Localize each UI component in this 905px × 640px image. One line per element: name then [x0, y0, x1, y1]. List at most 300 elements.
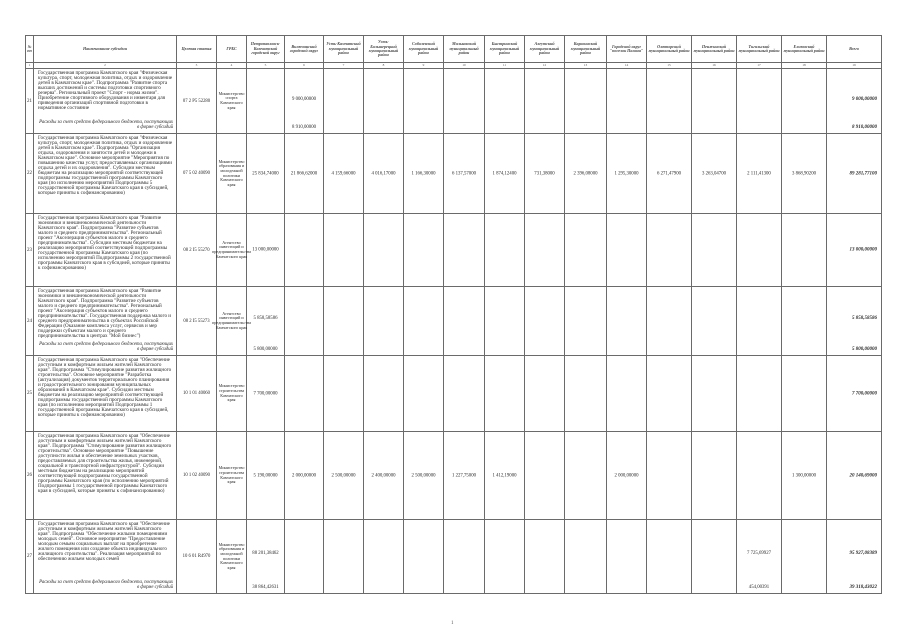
value-cell: [444, 214, 485, 287]
table-header: [26, 36, 882, 69]
value-main: 2 000,00000: [292, 473, 316, 478]
column-header: [565, 36, 607, 63]
value-cell-box: [324, 356, 363, 431]
grbs-cell: [217, 432, 247, 520]
row-number-cell: [26, 214, 34, 287]
row-name: Государственная программа Камчатского края "Физическая культура, спорт, молодежная политика, отдых и оздоровление детей в Камчатском крае". Подпрограмма "Организация отдыха, оздоровления и занятости детей и молодежи в Камчатском крае". Основное мероприятие "Мероприятия по повышению качества услуг, предоставляемых организациями отдыха детей и их оздоровления". Субсидии местным бюджетам на реализацию мероприятий соответствующей подпрограммы государственной программы Камчатского края (по исполнению мероприятий Подпрограммы 5 государственной программы Камчатского края в субсидией, которые приняты к софинансированию): [38, 135, 173, 196]
value-cell: [485, 287, 525, 356]
value-cell-box: [247, 520, 284, 593]
row-name: Государственная программа Камчатского края "Обеспечение доступным и комфортным жильем жителей Камчатского края". Подпрограмма "Обеспечение жилыми помещениями молодых семей". Основное мероприятие "Предоставление молодым семьям социальных выплат на приобретение жилого помещения или создание объекта индивидуального жилищного строительства". Реализация мероприятий по обеспечению жильем молодых семей: [38, 521, 170, 562]
value-cell-box: [737, 134, 781, 213]
value-cell: [647, 287, 692, 356]
row-number: 27: [27, 554, 32, 559]
value-cell: [782, 432, 827, 520]
value-cell: [285, 69, 324, 134]
column-header: [177, 36, 217, 63]
row-name: Государственная программа Камчатского края "Развитие экономики и внешнеэкономической деятельности Камчатского края". Подпрограмма "Развитие субъектов малого и среднего предпринимательства". Региональный проект "Акселерация субъектов малого и среднего предпринимательства". Государственная поддержка малого и среднего предпринимательства в субъектах Российской Федерации (Оказание комплекса услуг, сервисов и мер поддержки субъектам малого и среднего предпринимательства в центрах "Мой бизнес"): [38, 288, 171, 339]
target-article-cell: [177, 134, 217, 214]
value-cell: [324, 432, 364, 520]
column-header-label: Мильковский муниципальный район: [449, 41, 479, 56]
value-cell: [404, 214, 444, 287]
column-number: 17: [737, 63, 782, 69]
value-cell: [565, 134, 607, 214]
target-article-cell: [177, 432, 217, 520]
target-article-cell: [177, 356, 217, 432]
column-number: 11: [485, 63, 525, 69]
row-number-cell: [26, 520, 34, 594]
value-cell: [647, 520, 692, 594]
value-cell: [364, 287, 404, 356]
value-cell: [404, 134, 444, 214]
column-header: [364, 36, 404, 63]
value-main: 6 271,47900: [657, 171, 681, 176]
column-header-label: Тигильский муниципальный район: [738, 43, 780, 53]
column-header: [26, 36, 34, 63]
value-cell-box: [285, 287, 323, 355]
value-cell: [247, 287, 285, 356]
value-cell-box: [285, 356, 323, 431]
column-header-label: Пенжинский муниципальный район: [693, 43, 735, 53]
value-cell: [692, 287, 737, 356]
value-cell-box: [247, 214, 284, 286]
value-sub: 454,00391: [748, 585, 770, 590]
value-cell: [607, 69, 647, 134]
column-header-label: Петропавловск-Камчатский городской округ: [250, 41, 281, 56]
row-name-cell: [34, 69, 177, 134]
column-header-label: Городской округ "поселок Палана": [609, 43, 644, 53]
value-cell-box: [782, 432, 826, 519]
value-cell-box: [607, 134, 646, 213]
value-cell: [692, 134, 737, 214]
value-cell: [247, 356, 285, 432]
total-cell-box: [827, 432, 881, 519]
total-cell: [827, 214, 882, 287]
value-cell: [485, 432, 525, 520]
value-cell: [247, 214, 285, 287]
value-cell: [737, 520, 782, 594]
value-cell-box: [782, 287, 826, 355]
value-main: 1 412,19000: [492, 473, 517, 478]
value-cell-box: [607, 356, 646, 431]
value-main: 1 295,30000: [614, 171, 639, 176]
value-main: 25 834,74000: [252, 171, 279, 176]
value-cell: [324, 520, 364, 594]
value-cell: [525, 520, 565, 594]
table-row: [26, 356, 882, 432]
grbs-name: Министерство строительства Камчатского края: [218, 383, 245, 403]
row-number-cell: [26, 432, 34, 520]
value-cell-box: [647, 69, 691, 133]
value-cell: [692, 520, 737, 594]
value-cell: [324, 134, 364, 214]
grbs-name: Министерство образования и молодежной политики Камчатского края: [218, 158, 245, 187]
value-cell-box: [692, 134, 736, 213]
row-number-cell: [26, 134, 34, 214]
value-cell-box: [607, 214, 646, 286]
value-cell-box: [692, 432, 736, 519]
value-main: 2 111,41300: [747, 171, 771, 176]
value-cell-box: [647, 287, 691, 355]
total-cell-box: [827, 134, 881, 213]
value-cell: [525, 134, 565, 214]
row-number: 25: [27, 391, 32, 396]
value-cell-box: [607, 520, 646, 593]
grbs-name: Министерство строительства Камчатского края: [218, 465, 245, 485]
value-cell: [647, 356, 692, 432]
value-cell: [565, 520, 607, 594]
value-cell-box: [782, 134, 826, 213]
row-name-cell: [34, 356, 177, 432]
column-number: 13: [565, 63, 607, 69]
value-cell: [525, 214, 565, 287]
value-cell-box: [485, 520, 524, 593]
value-cell: [485, 69, 525, 134]
column-header-label: Усть-Камчатский муниципальный район: [326, 41, 361, 56]
row-number: 24: [27, 318, 32, 324]
value-cell: [444, 356, 485, 432]
column-header: [607, 36, 647, 63]
column-number: 1: [26, 63, 34, 69]
value-cell: [525, 287, 565, 356]
total-value: 9 000,00000: [852, 96, 877, 102]
value-cell-box: [485, 134, 524, 213]
row-name-cell: [34, 287, 177, 356]
value-cell-box: [285, 134, 323, 213]
value-cell: [285, 520, 324, 594]
value-cell: [565, 287, 607, 356]
value-cell-box: [285, 214, 323, 286]
value-cell: [364, 69, 404, 134]
value-cell-box: [485, 214, 524, 286]
value-cell-box: [364, 520, 403, 593]
value-cell: [607, 356, 647, 432]
value-cell-box: [404, 214, 443, 286]
column-header-label: № пп: [27, 43, 32, 53]
row-name-box: [34, 432, 176, 519]
column-header: [217, 36, 247, 63]
value-cell-box: [444, 214, 484, 286]
value-cell: [525, 356, 565, 432]
target-article-code: 08 2 I5 55270: [183, 247, 210, 253]
value-cell-box: [485, 69, 524, 133]
column-header-label: ГРБС: [226, 45, 237, 51]
target-article-code: 07 5 02 40090: [183, 171, 210, 176]
column-number: 10: [444, 63, 485, 69]
total-cell-box: [827, 69, 881, 133]
value-cell: [247, 134, 285, 214]
column-number: 19: [827, 63, 882, 69]
value-sub: 38 864,42631: [252, 585, 279, 590]
row-sub-name: Расходы за счет средств федерального бюджета, поступающих в форме субсидий: [39, 120, 173, 131]
column-header-label: Наименование субсидии: [83, 45, 127, 51]
value-cell: [324, 214, 364, 287]
value-cell: [404, 356, 444, 432]
value-cell: [364, 134, 404, 214]
value-cell-box: [247, 356, 284, 431]
value-cell-box: [565, 432, 606, 519]
total-value: 13 000,00000: [849, 247, 877, 253]
value-cell-box: [404, 356, 443, 431]
total-cell-box: [827, 520, 881, 593]
value-cell-box: [404, 520, 443, 593]
value-cell: [782, 520, 827, 594]
table-row: [26, 520, 882, 594]
target-article-cell: [177, 214, 217, 287]
value-cell: [364, 214, 404, 287]
value-cell-box: [565, 214, 606, 286]
value-cell-box: [444, 520, 484, 593]
value-cell-box: [525, 69, 564, 133]
target-article-code: 08 2 I5 55273: [183, 318, 210, 324]
row-sub-name: Расходы за счет средств федерального бюджета, поступающих в форме субсидий: [39, 342, 173, 353]
column-number: 7: [324, 63, 364, 69]
value-cell-box: [525, 432, 564, 519]
value-cell-box: [692, 69, 736, 133]
value-main: 1 300,00000: [792, 473, 816, 478]
column-header-label: Вилючинский городской округ: [289, 43, 319, 53]
total-value: 7 700,00000: [852, 391, 877, 396]
value-cell: [782, 287, 827, 356]
column-header-label: Олюторский муниципальный район: [648, 43, 690, 53]
value-cell: [324, 69, 364, 134]
value-cell: [737, 134, 782, 214]
column-number: 8: [364, 63, 404, 69]
value-cell-box: [444, 432, 484, 519]
value-main: 13 000,00000: [252, 247, 279, 253]
column-header-label: Усть-Большерецкий муниципальный район: [368, 39, 399, 58]
column-header-label: Елизовский муниципальный район: [783, 43, 825, 53]
table-body: [26, 69, 882, 594]
value-cell: [525, 69, 565, 134]
value-main: 7 700,00000: [253, 391, 278, 396]
value-main: 7 725,69927: [747, 551, 771, 557]
value-cell: [737, 287, 782, 356]
value-cell-box: [285, 432, 323, 519]
row-number: 23: [27, 247, 32, 253]
value-cell-box: [444, 69, 484, 133]
value-sub: 8 910,00000: [292, 125, 316, 130]
value-cell-box: [737, 432, 781, 519]
value-cell: [485, 520, 525, 594]
value-cell: [364, 432, 404, 520]
value-main: 4 016,17000: [371, 171, 396, 176]
column-header: [324, 36, 364, 63]
value-cell-box: [525, 134, 564, 213]
column-header: [525, 36, 565, 63]
value-cell: [444, 287, 485, 356]
column-number: 5: [247, 63, 285, 69]
row-name-box: [34, 356, 176, 431]
value-cell-box: [692, 356, 736, 431]
value-cell-box: [525, 287, 564, 355]
subsidy-distribution-table: [25, 35, 882, 594]
total-cell-box: [827, 356, 881, 431]
value-main: 2 500,00000: [331, 473, 356, 478]
value-cell-box: [565, 356, 606, 431]
value-cell-box: [404, 432, 443, 519]
value-cell: [607, 214, 647, 287]
value-cell: [247, 520, 285, 594]
row-number-cell: [26, 356, 34, 432]
target-article-code: 10 1 01 40060: [183, 391, 210, 396]
value-main: 5 858,58586: [253, 316, 278, 322]
value-cell-box: [485, 287, 524, 355]
total-cell: [827, 134, 882, 214]
value-cell-box: [782, 214, 826, 286]
value-cell: [285, 356, 324, 432]
row-name-box: [34, 69, 176, 133]
grbs-cell: [217, 134, 247, 214]
grbs-cell: [212, 214, 251, 287]
value-cell: [565, 356, 607, 432]
column-header: [285, 36, 324, 63]
table-row: [26, 432, 882, 520]
grbs-cell: [217, 520, 247, 594]
column-header-label: Карагинский муниципальный район: [570, 41, 601, 56]
value-cell-box: [485, 432, 524, 519]
value-cell: [485, 134, 525, 214]
value-cell: [404, 287, 444, 356]
total-cell: [827, 287, 882, 356]
grbs-name: Министерство образования и молодежной политики Камчатского края: [218, 541, 245, 570]
column-header: [247, 36, 285, 63]
value-cell: [444, 520, 485, 594]
value-cell: [565, 432, 607, 520]
value-cell-box: [692, 214, 736, 286]
value-cell: [404, 432, 444, 520]
value-cell-box: [247, 432, 284, 519]
column-number: 6: [285, 63, 324, 69]
value-cell: [607, 432, 647, 520]
value-main: 2 000,00000: [614, 473, 639, 478]
value-cell-box: [404, 69, 443, 133]
grbs-name: Агентство инвестиций и предпринимательства Камчатского края: [212, 310, 251, 330]
value-main: 3 263,04700: [702, 171, 726, 176]
value-cell-box: [692, 287, 736, 355]
column-header: [485, 36, 525, 63]
value-cell-box: [247, 287, 284, 355]
value-cell: [444, 432, 485, 520]
value-cell: [647, 432, 692, 520]
value-cell-box: [692, 520, 736, 593]
row-number: 22: [27, 171, 32, 176]
value-cell-box: [364, 356, 403, 431]
value-main: 2 396,08000: [573, 171, 598, 176]
row-name-cell: [34, 134, 177, 214]
value-cell-box: [285, 69, 323, 133]
column-number: 9: [404, 63, 444, 69]
column-header-label: Алеутский муниципальный район: [529, 41, 560, 56]
target-article-code: 10 6 01 R4970: [182, 554, 211, 559]
grbs-cell: [217, 69, 247, 134]
value-cell-box: [444, 287, 484, 355]
value-cell-box: [285, 520, 323, 593]
column-header-label: Целевая статья: [181, 45, 212, 51]
total-value-sub: 39 318,43022: [849, 585, 877, 590]
value-cell-box: [364, 69, 403, 133]
value-main: 21 866,62000: [290, 171, 318, 176]
value-cell-box: [782, 356, 826, 431]
value-cell-box: [525, 520, 564, 593]
value-cell-box: [647, 356, 691, 431]
value-cell: [692, 214, 737, 287]
value-cell: [647, 69, 692, 134]
value-cell-box: [782, 520, 826, 593]
value-cell-box: [324, 520, 363, 593]
value-cell-box: [247, 69, 284, 133]
value-cell: [692, 432, 737, 520]
value-cell: [364, 520, 404, 594]
row-name-cell: [34, 520, 177, 594]
value-cell: [525, 432, 565, 520]
grbs-name: Агентство инвестиций и предпринимательства Камчатского края: [212, 239, 251, 259]
value-main: 1 166,30000: [411, 171, 436, 176]
value-cell: [444, 134, 485, 214]
total-value-sub: 5 800,00000: [852, 347, 877, 352]
value-cell-box: [404, 287, 443, 355]
column-number: 16: [692, 63, 737, 69]
value-cell-box: [647, 134, 691, 213]
total-cell: [827, 520, 882, 594]
value-cell-box: [737, 520, 781, 593]
value-cell-box: [525, 214, 564, 286]
row-number-cell: [26, 287, 34, 356]
column-header-label: Всего: [849, 45, 859, 51]
value-cell: [782, 356, 827, 432]
row-name-box: [34, 520, 176, 593]
value-cell: [565, 69, 607, 134]
row-sub-name: Расходы за счет средств федерального бюджета, поступающих в форме субсидий: [39, 580, 173, 591]
value-cell-box: [324, 432, 363, 519]
value-cell-box: [247, 134, 284, 213]
row-number: 21: [27, 98, 32, 104]
header-row: [26, 36, 882, 63]
value-cell-box: [444, 356, 484, 431]
value-cell: [247, 69, 285, 134]
column-number: 3: [177, 63, 217, 69]
target-article-cell: [177, 287, 217, 356]
value-cell-box: [737, 214, 781, 286]
value-cell-box: [647, 214, 691, 286]
value-cell: [404, 520, 444, 594]
table-row: [26, 287, 882, 356]
column-header: [692, 36, 737, 63]
row-name: Государственная программа Камчатского края "Развитие экономики и внешнеэкономической деятельности Камчатского края". Подпрограмма "Развитие субъектов малого и среднего предпринимательства". Региональный проект "Акселерация субъектов малого и среднего предпринимательства". Субсидии местным бюджетам на реализацию мероприятий соответствующей подпрограммы государственной программы Камчатского края (по исполнению мероприятий Подпрограммы 2 государственной программы Камчатского края в субсидией, которые приняты к софинансированию): [38, 215, 171, 271]
total-value: 95 927,08389: [849, 551, 877, 557]
value-main: 9 000,00000: [292, 96, 316, 102]
column-header: [647, 36, 692, 63]
value-cell-box: [324, 69, 363, 133]
value-cell: [737, 214, 782, 287]
value-cell: [647, 214, 692, 287]
value-cell: [404, 69, 444, 134]
value-cell: [285, 432, 324, 520]
value-cell-box: [737, 287, 781, 355]
value-cell: [444, 69, 485, 134]
column-header: [827, 36, 882, 63]
table-row: [26, 134, 882, 214]
value-cell-box: [364, 287, 403, 355]
row-name-cell: [34, 214, 177, 287]
value-cell-box: [565, 69, 606, 133]
value-sub: 5 800,00000: [253, 347, 278, 352]
value-cell-box: [565, 134, 606, 213]
column-header-label: Соболевский муниципальный район: [408, 41, 439, 56]
value-cell: [565, 214, 607, 287]
value-cell: [647, 134, 692, 214]
row-number: 26: [27, 473, 32, 478]
total-value: 5 858,58586: [852, 316, 877, 322]
